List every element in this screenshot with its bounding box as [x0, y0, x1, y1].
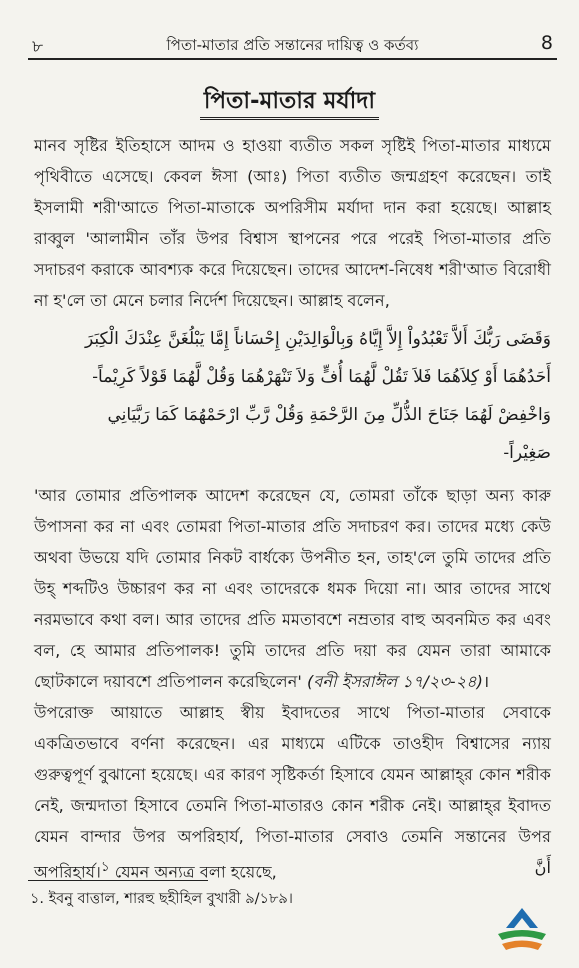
page-number-right: 8: [540, 32, 553, 54]
verse-translation: [34, 480, 551, 697]
paragraph-intro: মানব সৃষ্টির ইতিহাসে আদম ও হাওয়া ব্যতীত সকল সৃষ্টিই পিতা-মাতার মাধ্যমে পৃথিবীতে এসেছে। কেবল ঈসা (আঃ) পিতা ব্যতীত জন্মগ্রহণ করেছেন। তাই ইসলামী শরী'আতে পিতা-মাতাকে অপরিসীম মর্যাদা দান করা হয়েছে। আল্লাহ রাব্বুল 'আলামীন তাঁর উপর বিশ্বাস স্থাপনের পরে পরেই পিতা-মাতার প্রতি সদাচরণ করাকে আবশ্যক করে দিয়েছেন। তাদের আদেশ-নিষেধ শরী'আত বিরোধী না হ'লে তা মেনে চলার নির্দেশ দিয়েছেন। আল্লাহ বলেন,: [34, 136, 551, 310]
arabic-verse-line: وَقَضَى رَبُّكَ أَلاَّ تَعْبُدُواْ إِلاَّ إِيَّاهُ وَبِالْوَالِدَيْنِ إِحْسَاناً إِمَّا يَبْلُغَنَّ عِنْدَكَ الْكِبَرَ: [85, 329, 551, 349]
section-title-text: পিতা-মাতার মর্যাদা: [200, 88, 379, 120]
paragraph-2-tail: যেমন অন্যত্র বলা হয়েছে,: [109, 862, 277, 882]
arabic-verse: [34, 320, 551, 472]
footnote: ১. ইবনু বাত্তাল, শারহু ছহীহিল বুখারী ৯/১৮৯।: [30, 891, 293, 907]
paragraph-explanation: [34, 697, 551, 887]
paragraph-2-arabic: أَنَّ: [534, 858, 551, 877]
section-title: [0, 82, 579, 121]
main-text: [34, 130, 551, 887]
running-title: পিতা-মাতার প্রতি সন্তানের দায়িত্ব ও কর্তব্য: [166, 36, 419, 54]
arabic-verse-line: صَغِيْراً-: [503, 443, 551, 463]
running-header: [28, 28, 557, 60]
paragraph-2-text: উপরোক্ত আয়াতে আল্লাহ স্বীয় ইবাদতের সাথে পিতা-মাতার সেবাকে একত্রিতভাবে বর্ণনা করেছেন। এর মাধ্যমে এটিকে তাওহীদ বিশ্বাসের ন্যায় গুরুত্বপূর্ণ বুঝানো হয়েছে। এর কারণ সৃষ্টিকর্তা হিসাবে যেমন আল্লাহ্‌র কোন শরীক নেই, জন্মদাতা হিসাবে তেমনি পিতা-মাতারও কোন শরীক নেই। আল্লাহ্‌র ইবাদত যেমন বান্দার উপর অপরিহার্য, পিতা-মাতার সেবাও তেমনি সন্তানের উপর অপরিহার্য।: [34, 703, 551, 882]
arabic-verse-line: وَاخْفِضْ لَهُمَا جَنَاحَ الذُّلِّ مِنَ الرَّحْمَةِ وَقُلْ رَّبِّ ارْحَمْهُمَا كَمَا رَبَّيَانِي: [107, 405, 551, 425]
translation-end: ।: [482, 672, 490, 691]
arabic-verse-line: أَحَدُهُمَا أَوْ كِلاَهُمَا فَلاَ تَقُلْ لَّهُمَا أُفٍّ وَلاَ تَنْهَرْهُمَا وَقُلْ لَّهُمَا قَوْلاً كَرِيْماً-: [92, 367, 551, 387]
publisher-logo-icon: [492, 904, 552, 956]
footnote-divider: [28, 880, 208, 881]
translation-text: 'আর তোমার প্রতিপালক আদেশ করেছেন যে, তোমরা তাঁকে ছাড়া অন্য কারু উপাসনা কর না এবং তোমরা পিতা-মাতার প্রতি সদাচরণ কর। তাদের মধ্যে কেউ অথবা উভয়ে যদি তোমার নিকট বার্ধক্যে উপনীত হন, তাহ'লে তুমি তাদের প্রতি উহ্ শব্দটিও উচ্চারণ কর না এবং তাদেরকে ধমক দিয়ো না। আর তাদের সাথে নরমভাবে কথা বল। আর তাদের প্রতি মমতাবশে নম্রতার বাহু অবনমিত কর এবং বল, হে আমার প্রতিপালক! তুমি তাদের প্রতি দয়া কর যেমন তারা আমাকে ছোটকালে দয়াবশে প্রতিপালন করেছিলেন': [34, 486, 551, 691]
verse-citation: (বনী ইসরাঈল ১৭/২৩-২৪): [307, 672, 483, 691]
page-number-left: ৮: [32, 37, 44, 57]
footnote-marker[interactable]: ১: [100, 859, 110, 875]
